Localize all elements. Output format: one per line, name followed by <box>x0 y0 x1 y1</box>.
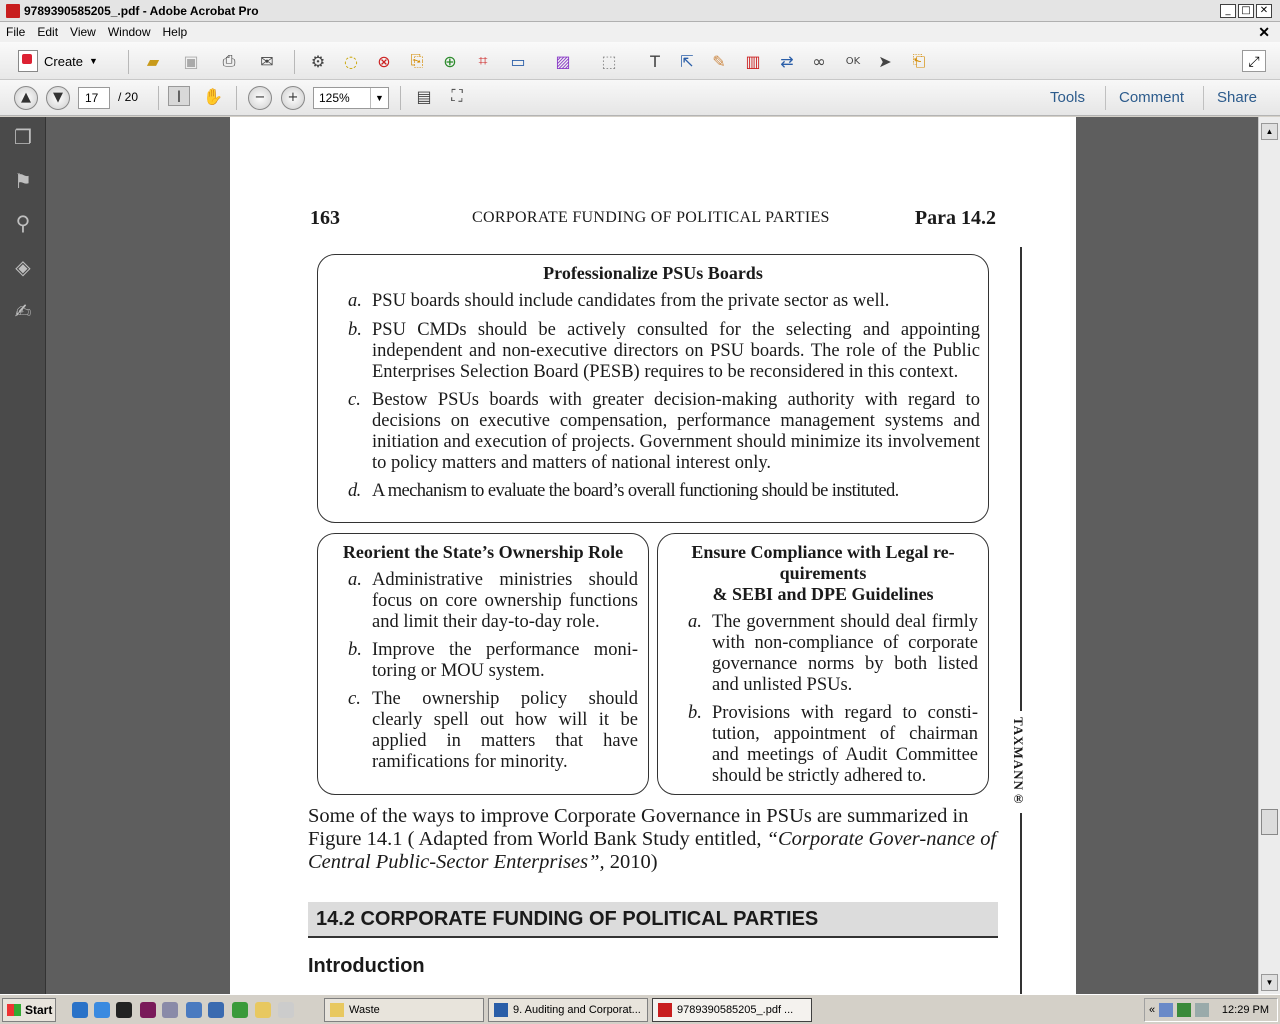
select-arrow-icon[interactable]: ➤ <box>878 51 892 71</box>
maximize-button[interactable]: □ <box>1238 4 1254 18</box>
zoom-in-button[interactable]: + <box>281 86 305 110</box>
running-title: CORPORATE FUNDING OF POLITICAL PARTIES <box>472 209 830 226</box>
navigation-toolbar <box>0 80 1280 116</box>
list-item: d. A mechanism to evaluate the board’s overall functioning should be instituted. <box>348 481 899 501</box>
zoom-out-button[interactable]: − <box>248 86 272 110</box>
save-icon[interactable]: ▣ <box>183 51 199 71</box>
tree-icon[interactable] <box>232 1002 248 1018</box>
app-icon[interactable] <box>162 1002 178 1018</box>
previous-page-button[interactable]: ▲ <box>14 86 38 110</box>
terminal-icon[interactable] <box>116 1002 132 1018</box>
list-item: c. Bestow PSUs boards with greater decision-making authority with regard to decisions on executive compensation, performance management systems and initiation and execution of projects. Government should minimize its involvement to policy matters and matters of national interest only. <box>348 390 980 473</box>
tools-pane-link[interactable]: Tools <box>1050 89 1086 106</box>
navigation-pane <box>0 117 46 994</box>
ok-button-icon[interactable]: OK <box>845 55 861 67</box>
create-label: Create <box>44 53 84 69</box>
list-item: c. The ownership policy should clearly spell out how will it be applied in matters that have ramifications for minority. <box>348 689 638 772</box>
signatures-icon[interactable]: ✍ <box>14 299 32 323</box>
vertical-scrollbar[interactable] <box>1258 117 1280 994</box>
list-item: b. PSU CMDs should be actively consulted for the selecting and appointing independent and non-executive directors on PSU boards. The role of the Public Enterprises Selection Board (PESB) requires to be reconsidered in this context. <box>348 320 980 382</box>
menu-help[interactable]: Help <box>162 25 188 39</box>
box-title-line1: Ensure Compliance with Legal re- <box>691 542 955 562</box>
form-field-icon[interactable]: ▭ <box>510 51 526 71</box>
text-tool-icon[interactable]: T <box>650 51 660 71</box>
scrolling-mode-icon[interactable]: ▤ <box>416 86 432 106</box>
clock: 12:29 PM <box>1221 1004 1269 1016</box>
menu-edit[interactable]: Edit <box>37 25 59 39</box>
section-heading: 14.2 CORPORATE FUNDING OF POLITICAL PARTIES <box>308 902 998 938</box>
main-toolbar <box>0 42 1280 80</box>
pane-divider <box>1203 86 1204 110</box>
select-tool-icon[interactable]: I <box>168 86 190 106</box>
create-pdf-icon <box>18 50 38 72</box>
page-number: 163 <box>310 207 340 229</box>
lc-icon[interactable] <box>208 1002 224 1018</box>
subheading: Introduction <box>308 955 425 977</box>
share-pane-link[interactable]: Share <box>1217 89 1258 106</box>
folder-icon[interactable] <box>255 1002 271 1018</box>
notepad-icon[interactable] <box>278 1002 294 1018</box>
taskbar-item-acrobat[interactable]: 9789390585205_.pdf ... <box>652 998 812 1022</box>
delete-page-icon[interactable]: ⊗ <box>377 51 391 71</box>
menu-bar <box>0 22 1280 42</box>
expand-reader-icon[interactable]: ⤢ <box>1242 50 1266 72</box>
document-viewport[interactable] <box>46 117 1258 994</box>
windows-taskbar <box>0 994 1280 1024</box>
settings-gear-icon[interactable]: ⚙ <box>310 51 326 71</box>
link-icon[interactable]: ∞ <box>812 51 826 71</box>
chevron-down-icon: ▼ <box>89 56 98 66</box>
network-icon[interactable] <box>1159 1003 1173 1017</box>
taxmann-logo: TAXMANN® <box>1010 711 1026 813</box>
page-total: / 20 <box>118 90 139 104</box>
taskbar-item-waste[interactable]: Waste <box>324 998 484 1022</box>
comment-pane-link[interactable]: Comment <box>1119 89 1185 106</box>
list-item: b. Provisions with regard to consti-tution, appointment of chairman and meetings of Audit Committee should be strictly adhered to. <box>688 703 978 786</box>
ie-icon[interactable] <box>72 1002 88 1018</box>
insert-page-icon[interactable]: ⊕ <box>443 51 457 71</box>
toolbar-divider <box>128 50 129 74</box>
acrobat-icon <box>658 1003 672 1017</box>
title-bar <box>0 0 1280 22</box>
volume-icon[interactable] <box>1195 1003 1209 1017</box>
email-icon[interactable]: ✉ <box>260 51 274 71</box>
scroll-down-arrow-icon[interactable]: ▼ <box>1261 974 1278 991</box>
highlight-area-icon[interactable]: ▨ <box>555 51 571 71</box>
toolbar-divider <box>236 86 237 110</box>
window-title: 9789390585205_.pdf - Adobe Acrobat Pro <box>24 3 259 18</box>
margin-rule <box>1020 247 1022 994</box>
indesign-icon[interactable] <box>140 1002 156 1018</box>
windows-flag-icon <box>7 1004 21 1016</box>
acrobat-app-icon <box>6 4 20 18</box>
attachments-paperclip-icon[interactable]: ⚲ <box>15 211 31 235</box>
touchup-icon[interactable]: ⇱ <box>680 51 694 71</box>
tray-expand-icon[interactable]: « <box>1149 1004 1156 1016</box>
crop-icon[interactable]: ⌗ <box>478 51 488 70</box>
create-button[interactable] <box>12 47 104 75</box>
start-button[interactable]: Start <box>2 998 56 1022</box>
pane-divider <box>1105 86 1106 110</box>
fit-page-icon[interactable]: ⛶ <box>451 86 463 105</box>
chevron-down-icon[interactable]: ▼ <box>370 88 388 108</box>
list-item: a. Administrative ministries should focus on core ownership functions and limit their day-to-day role. <box>348 570 638 632</box>
box-title-line3: & SEBI and DPE Guidelines <box>712 584 934 604</box>
scroll-up-arrow-icon[interactable]: ▲ <box>1261 123 1278 140</box>
zoom-level-select[interactable] <box>313 87 389 109</box>
security-shield-icon[interactable] <box>1177 1003 1191 1017</box>
minimize-button[interactable]: _ <box>1220 4 1236 18</box>
convert-icon[interactable]: ⇄ <box>780 51 794 71</box>
zoom-value: 125% <box>319 91 350 105</box>
stamp-icon[interactable]: ⬚ <box>601 51 617 71</box>
bookmarks-icon[interactable]: ⚑ <box>14 169 32 193</box>
box-title-line2: quirements <box>779 563 867 583</box>
list-item: a. PSU boards should include candidates from the private sector as well. <box>348 291 890 311</box>
professionalize-boards-box <box>317 254 989 523</box>
redact-icon[interactable]: ✎ <box>712 51 726 71</box>
app-icon[interactable] <box>186 1002 202 1018</box>
page-thumbnails-icon[interactable]: ❐ <box>14 125 32 149</box>
toolbar-divider <box>294 50 295 74</box>
menu-file[interactable]: File <box>6 25 26 39</box>
next-page-button[interactable]: ▼ <box>46 86 70 110</box>
scroll-thumb[interactable] <box>1261 809 1278 835</box>
word-icon <box>494 1003 508 1017</box>
page-number-input[interactable]: 17 <box>78 87 110 109</box>
list-item: b. Improve the performance moni-toring or MOU system. <box>348 640 638 681</box>
browser-icon[interactable] <box>94 1002 110 1018</box>
taskbar-item-word[interactable]: 9. Auditing and Corporat... <box>488 998 648 1022</box>
hand-tool-icon[interactable]: ✋ <box>203 86 223 106</box>
color-bars-icon[interactable]: ▥ <box>745 51 761 71</box>
para-reference: Para 14.2 <box>914 207 996 229</box>
folder-icon <box>330 1003 344 1017</box>
menu-view[interactable]: View <box>70 25 96 39</box>
print-icon[interactable]: ⎙ <box>222 51 236 70</box>
box-title: Reorient the State’s Ownership Role <box>342 542 624 562</box>
window-controls <box>1220 4 1272 18</box>
compliance-box <box>657 533 989 795</box>
pdf-page <box>230 117 1076 994</box>
toolbar-divider <box>400 86 401 110</box>
close-button[interactable]: ✕ <box>1256 4 1272 18</box>
layers-icon[interactable]: ◈ <box>15 255 31 279</box>
ownership-role-box <box>317 533 649 795</box>
system-tray <box>1144 998 1278 1022</box>
close-document-icon[interactable]: ✕ <box>1258 24 1270 40</box>
comment-bubble-icon[interactable]: ◌ <box>344 51 358 71</box>
document-action-icon[interactable]: ⎗ <box>912 51 926 70</box>
list-item: a. The government should deal firmly with non-compliance of corporate governance norms by both listed and unlisted PSUs. <box>688 612 978 695</box>
menu-window[interactable]: Window <box>107 25 151 39</box>
toolbar-divider <box>158 86 159 110</box>
box-title: Professionalize PSUs Boards <box>543 263 763 283</box>
extract-page-icon[interactable]: ⎘ <box>410 51 424 70</box>
open-folder-icon[interactable]: ▰ <box>146 51 160 71</box>
body-paragraph: Some of the ways to improve Corporate Governance in PSUs are summarized in Figure 14.1 ( Adapted from World Bank Study entitled, “Corporate Gover-nance of Central Public-Sector Enterprises”, 2010) <box>308 805 997 873</box>
